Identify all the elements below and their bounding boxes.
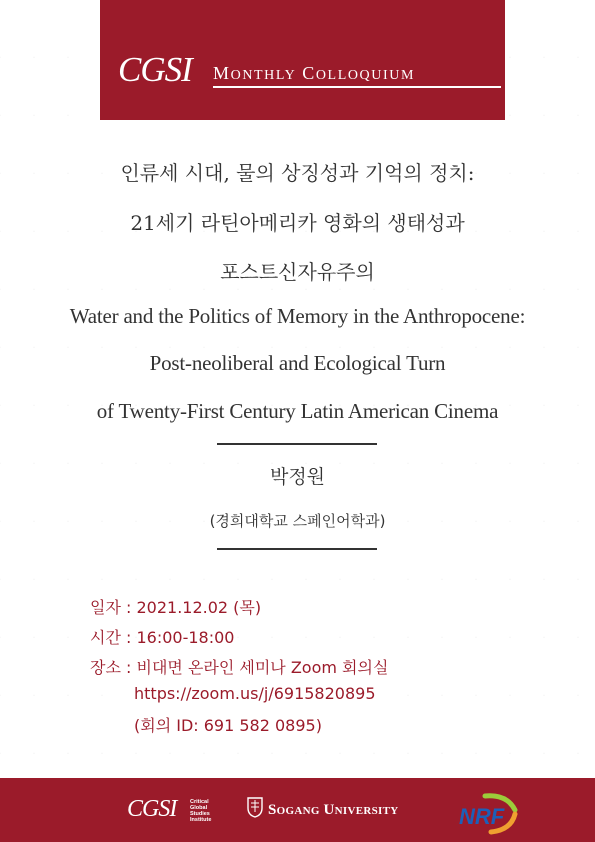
place-value: 비대면 온라인 세미나 Zoom 회의실	[136, 658, 389, 677]
time-value: 16:00-18:00	[136, 628, 235, 647]
sogang-logo: SOGANG UNIVERSITY	[268, 802, 399, 818]
time-label: 시간 :	[90, 628, 132, 647]
title-en-line1: Water and the Politics of Memory in the Anthropocene:	[69, 304, 526, 328]
title-en-line2: Post-neoliberal and Ecological Turn	[149, 351, 446, 375]
speaker-name: 박정원	[269, 466, 326, 488]
footer-cgsi-logo: CGSI	[127, 796, 177, 822]
header-banner	[100, 0, 505, 120]
cgsi-logo: CGSI	[118, 50, 192, 89]
nrf-logo-icon	[455, 790, 521, 836]
date-value: 2021.12.02 (목)	[136, 598, 262, 617]
date-label: 일자 :	[90, 598, 132, 617]
sogang-shield-icon	[247, 796, 263, 818]
time-row	[90, 625, 234, 648]
place-row	[90, 655, 388, 678]
footer-cgsi-fullname: Critical Global Studies Institute	[190, 799, 212, 823]
nrf-text: NRF	[459, 804, 505, 829]
zoom-link[interactable]: https://zoom.us/j/6915820895	[134, 684, 376, 703]
title-ko-line2: 21세기 라틴아메리카 영화의 생태성과	[130, 211, 465, 235]
divider-bottom	[217, 548, 377, 550]
title-ko-line3: 포스트신자유주의	[220, 260, 375, 284]
speaker-affiliation: (경희대학교 스페인어학과)	[209, 512, 386, 530]
title-en-line3: of Twenty-First Century Latin American Cinema	[96, 399, 499, 423]
divider-top	[217, 443, 377, 445]
meeting-id: (회의 ID: 691 582 0895)	[134, 716, 322, 735]
footer-bar	[0, 778, 595, 842]
header-rule	[213, 86, 501, 88]
header-subtitle: MONTHLY COLLOQUIUM	[213, 63, 415, 83]
title-ko-line1: 인류세 시대, 물의 상징성과 기억의 정치:	[120, 161, 475, 185]
date-row	[90, 595, 261, 618]
place-label: 장소 :	[90, 658, 132, 677]
